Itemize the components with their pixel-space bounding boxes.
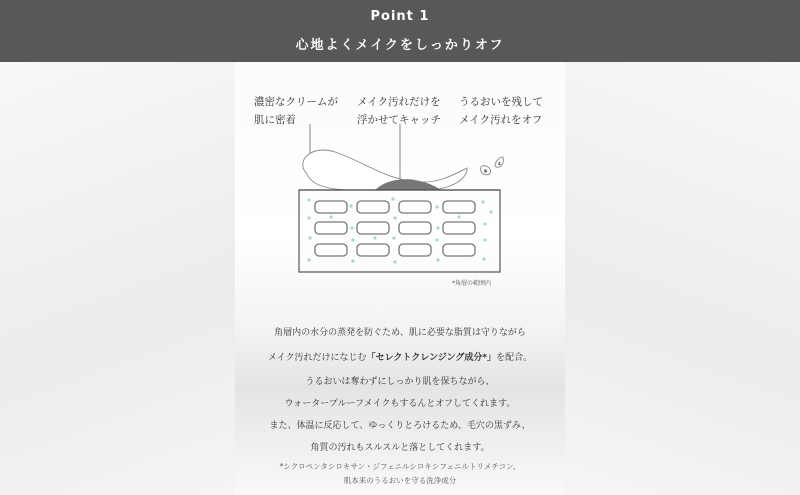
body-line-6: 角質の汚れもスルスルと落としてくれます。 — [310, 443, 490, 453]
background-left — [0, 62, 235, 495]
diagram-label-1: 濃密なクリームが 肌に密着 — [254, 96, 338, 126]
cell — [399, 222, 431, 234]
cell-row-3 — [315, 244, 475, 256]
cell — [443, 222, 475, 234]
cell — [399, 244, 431, 256]
background-right — [565, 62, 800, 495]
cell — [443, 244, 475, 256]
stratum-note: *角層の範囲内 — [452, 280, 492, 287]
footnote-line-2: 肌本来のうるおいを守る洗浄成分 — [343, 476, 457, 485]
cell — [357, 222, 389, 234]
header-banner — [0, 0, 800, 62]
cell — [315, 244, 347, 256]
cell — [357, 244, 389, 256]
highlight-ingredient: 「セレクトクレンジング成分*」 — [366, 353, 497, 363]
footnote-line-1: *シクロペンタシロキサン・ジフェニルシロキシフェニルトリメチコン、 — [279, 462, 521, 471]
cell — [399, 201, 431, 213]
body-line-2: メイク汚れだけになじむ「セレクトクレンジング成分*」を配合。 — [267, 353, 533, 363]
droplet-icon — [481, 166, 491, 175]
cell — [315, 222, 347, 234]
cell — [357, 201, 389, 213]
cell — [315, 201, 347, 213]
point-number: Point 1 — [370, 9, 430, 24]
cell-row-2 — [315, 222, 475, 234]
diagram-label-3: うるおいを残して メイク汚れをオフ — [459, 96, 543, 126]
droplet-icon-2 — [495, 157, 503, 167]
body-line-1: 角層内の水分の蒸発を防ぐため、肌に必要な脂質は守りながら — [274, 328, 526, 338]
body-line-5: また、体温に反応して、ゆっくりとろけるため、毛穴の黒ずみ、 — [269, 421, 531, 431]
cell — [443, 201, 475, 213]
diagram-label-2: メイク汚れだけを 浮かせてキャッチ — [357, 96, 441, 126]
body-line-4: ウォータープルーフメイクもするんとオフしてくれます。 — [284, 399, 516, 409]
body-line-3: うるおいは奪わずにしっかり肌を保ちながら、 — [305, 377, 495, 387]
point-title: 心地よくメイクをしっかりオフ — [295, 38, 505, 53]
cell-row-1 — [315, 201, 475, 213]
